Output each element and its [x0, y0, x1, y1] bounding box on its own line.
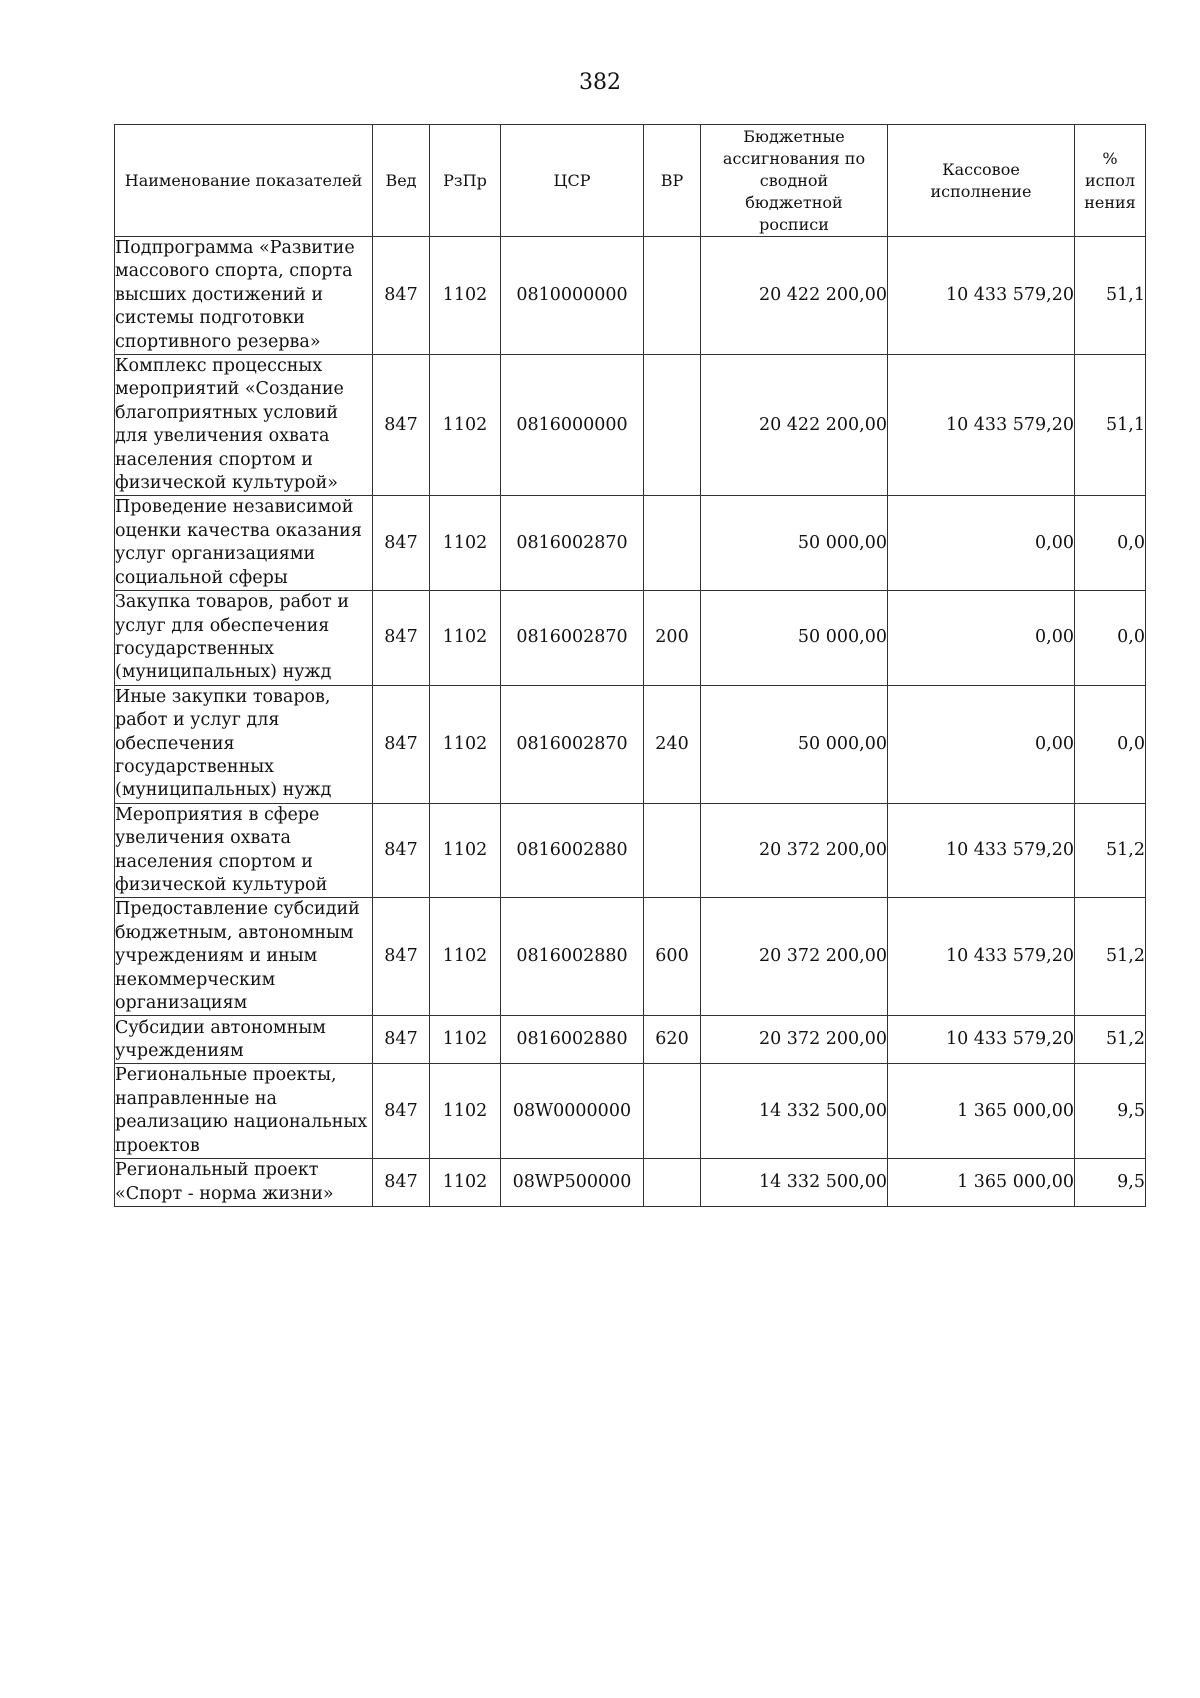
- cell-vr: 620: [644, 1016, 701, 1064]
- cell-ved: 847: [373, 1064, 430, 1159]
- cell-cash: 0,00: [888, 496, 1075, 591]
- cell-name: Закупка товаров, работ и услуг для обеспечения государственных (муниципальных) нужд: [115, 591, 373, 686]
- cell-percent: 0,0: [1075, 591, 1146, 686]
- cell-budget: 50 000,00: [701, 685, 888, 803]
- cell-rzpr: 1102: [430, 803, 501, 898]
- header-budget: Бюджетные ассигнования по сводной бюджетной росписи: [701, 125, 888, 237]
- cell-rzpr: 1102: [430, 355, 501, 496]
- header-rzpr: РзПр: [430, 125, 501, 237]
- cell-ved: 847: [373, 496, 430, 591]
- cell-percent: 0,0: [1075, 496, 1146, 591]
- cell-cash: 0,00: [888, 685, 1075, 803]
- table-row: [115, 591, 1146, 686]
- cell-csr: 0816002870: [501, 685, 644, 803]
- cell-cash: 1 365 000,00: [888, 1064, 1075, 1159]
- cell-cash: 10 433 579,20: [888, 1016, 1075, 1064]
- cell-budget: 20 422 200,00: [701, 355, 888, 496]
- cell-rzpr: 1102: [430, 1064, 501, 1159]
- cell-vr: [644, 355, 701, 496]
- header-ved: Вед: [373, 125, 430, 237]
- table-row: [115, 1064, 1146, 1159]
- cell-name: Субсидии автономным учреждениям: [115, 1016, 373, 1064]
- cell-csr: 08WP500000: [501, 1159, 644, 1207]
- table-row: [115, 496, 1146, 591]
- cell-budget: 20 372 200,00: [701, 803, 888, 898]
- cell-cash: 0,00: [888, 591, 1075, 686]
- cell-name: Иные закупки товаров, работ и услуг для обеспечения государственных (муниципальных) нужд: [115, 685, 373, 803]
- table-row: [115, 237, 1146, 355]
- table-row: [115, 803, 1146, 898]
- header-name: Наименование показателей: [115, 125, 373, 237]
- table-row: [115, 1016, 1146, 1064]
- cell-rzpr: 1102: [430, 1016, 501, 1064]
- cell-percent: 51,2: [1075, 1016, 1146, 1064]
- cell-percent: 51,2: [1075, 898, 1146, 1016]
- cell-percent: 9,5: [1075, 1064, 1146, 1159]
- cell-cash: 10 433 579,20: [888, 355, 1075, 496]
- cell-budget: 20 372 200,00: [701, 1016, 888, 1064]
- cell-rzpr: 1102: [430, 685, 501, 803]
- table-row: [115, 685, 1146, 803]
- cell-csr: 0816002880: [501, 898, 644, 1016]
- cell-ved: 847: [373, 355, 430, 496]
- cell-budget: 50 000,00: [701, 496, 888, 591]
- cell-budget: 20 422 200,00: [701, 237, 888, 355]
- header-percent: % испол нения: [1075, 125, 1146, 237]
- cell-name: Подпрограмма «Развитие массового спорта, спорта высших достижений и системы подготовки спортивного резерва»: [115, 237, 373, 355]
- table-row: [115, 898, 1146, 1016]
- cell-percent: 9,5: [1075, 1159, 1146, 1207]
- cell-vr: [644, 496, 701, 591]
- cell-percent: 51,1: [1075, 355, 1146, 496]
- cell-name: Региональные проекты, направленные на реализацию национальных проектов: [115, 1064, 373, 1159]
- page-number: 382: [579, 70, 621, 95]
- cell-name: Комплекс процессных мероприятий «Создание благоприятных условий для увеличения охвата населения спортом и физической культурой»: [115, 355, 373, 496]
- cell-ved: 847: [373, 591, 430, 686]
- table-body: [115, 237, 1146, 1207]
- cell-ved: 847: [373, 1016, 430, 1064]
- cell-csr: 0810000000: [501, 237, 644, 355]
- table-row: [115, 355, 1146, 496]
- cell-budget: 50 000,00: [701, 591, 888, 686]
- cell-budget: 14 332 500,00: [701, 1064, 888, 1159]
- table-row: [115, 1159, 1146, 1207]
- cell-csr: 0816002880: [501, 1016, 644, 1064]
- cell-cash: 10 433 579,20: [888, 803, 1075, 898]
- header-vr: ВР: [644, 125, 701, 237]
- cell-ved: 847: [373, 898, 430, 1016]
- cell-percent: 0,0: [1075, 685, 1146, 803]
- cell-vr: [644, 803, 701, 898]
- cell-percent: 51,2: [1075, 803, 1146, 898]
- budget-table: [114, 124, 1146, 1207]
- table-header: [115, 125, 1146, 237]
- cell-rzpr: 1102: [430, 237, 501, 355]
- cell-budget: 14 332 500,00: [701, 1159, 888, 1207]
- cell-vr: [644, 237, 701, 355]
- cell-vr: 200: [644, 591, 701, 686]
- cell-csr: 0816002870: [501, 591, 644, 686]
- cell-cash: 10 433 579,20: [888, 898, 1075, 1016]
- cell-vr: 600: [644, 898, 701, 1016]
- cell-rzpr: 1102: [430, 496, 501, 591]
- cell-budget: 20 372 200,00: [701, 898, 888, 1016]
- cell-ved: 847: [373, 685, 430, 803]
- cell-name: Региональный проект «Спорт - норма жизни»: [115, 1159, 373, 1207]
- cell-vr: 240: [644, 685, 701, 803]
- cell-ved: 847: [373, 803, 430, 898]
- cell-percent: 51,1: [1075, 237, 1146, 355]
- cell-ved: 847: [373, 237, 430, 355]
- cell-name: Проведение независимой оценки качества оказания услуг организациями социальной сферы: [115, 496, 373, 591]
- cell-csr: 0816002880: [501, 803, 644, 898]
- cell-rzpr: 1102: [430, 898, 501, 1016]
- cell-name: Предоставление субсидий бюджетным, автономным учреждениям и иным некоммерческим организациям: [115, 898, 373, 1016]
- cell-name: Мероприятия в сфере увеличения охвата населения спортом и физической культурой: [115, 803, 373, 898]
- cell-vr: [644, 1159, 701, 1207]
- cell-rzpr: 1102: [430, 591, 501, 686]
- cell-rzpr: 1102: [430, 1159, 501, 1207]
- cell-ved: 847: [373, 1159, 430, 1207]
- cell-csr: 0816002870: [501, 496, 644, 591]
- header-csr: ЦСР: [501, 125, 644, 237]
- cell-csr: 0816000000: [501, 355, 644, 496]
- header-cash: Кассовое исполнение: [888, 125, 1075, 237]
- header-row: [115, 125, 1146, 237]
- cell-vr: [644, 1064, 701, 1159]
- cell-csr: 08W0000000: [501, 1064, 644, 1159]
- cell-cash: 10 433 579,20: [888, 237, 1075, 355]
- cell-cash: 1 365 000,00: [888, 1159, 1075, 1207]
